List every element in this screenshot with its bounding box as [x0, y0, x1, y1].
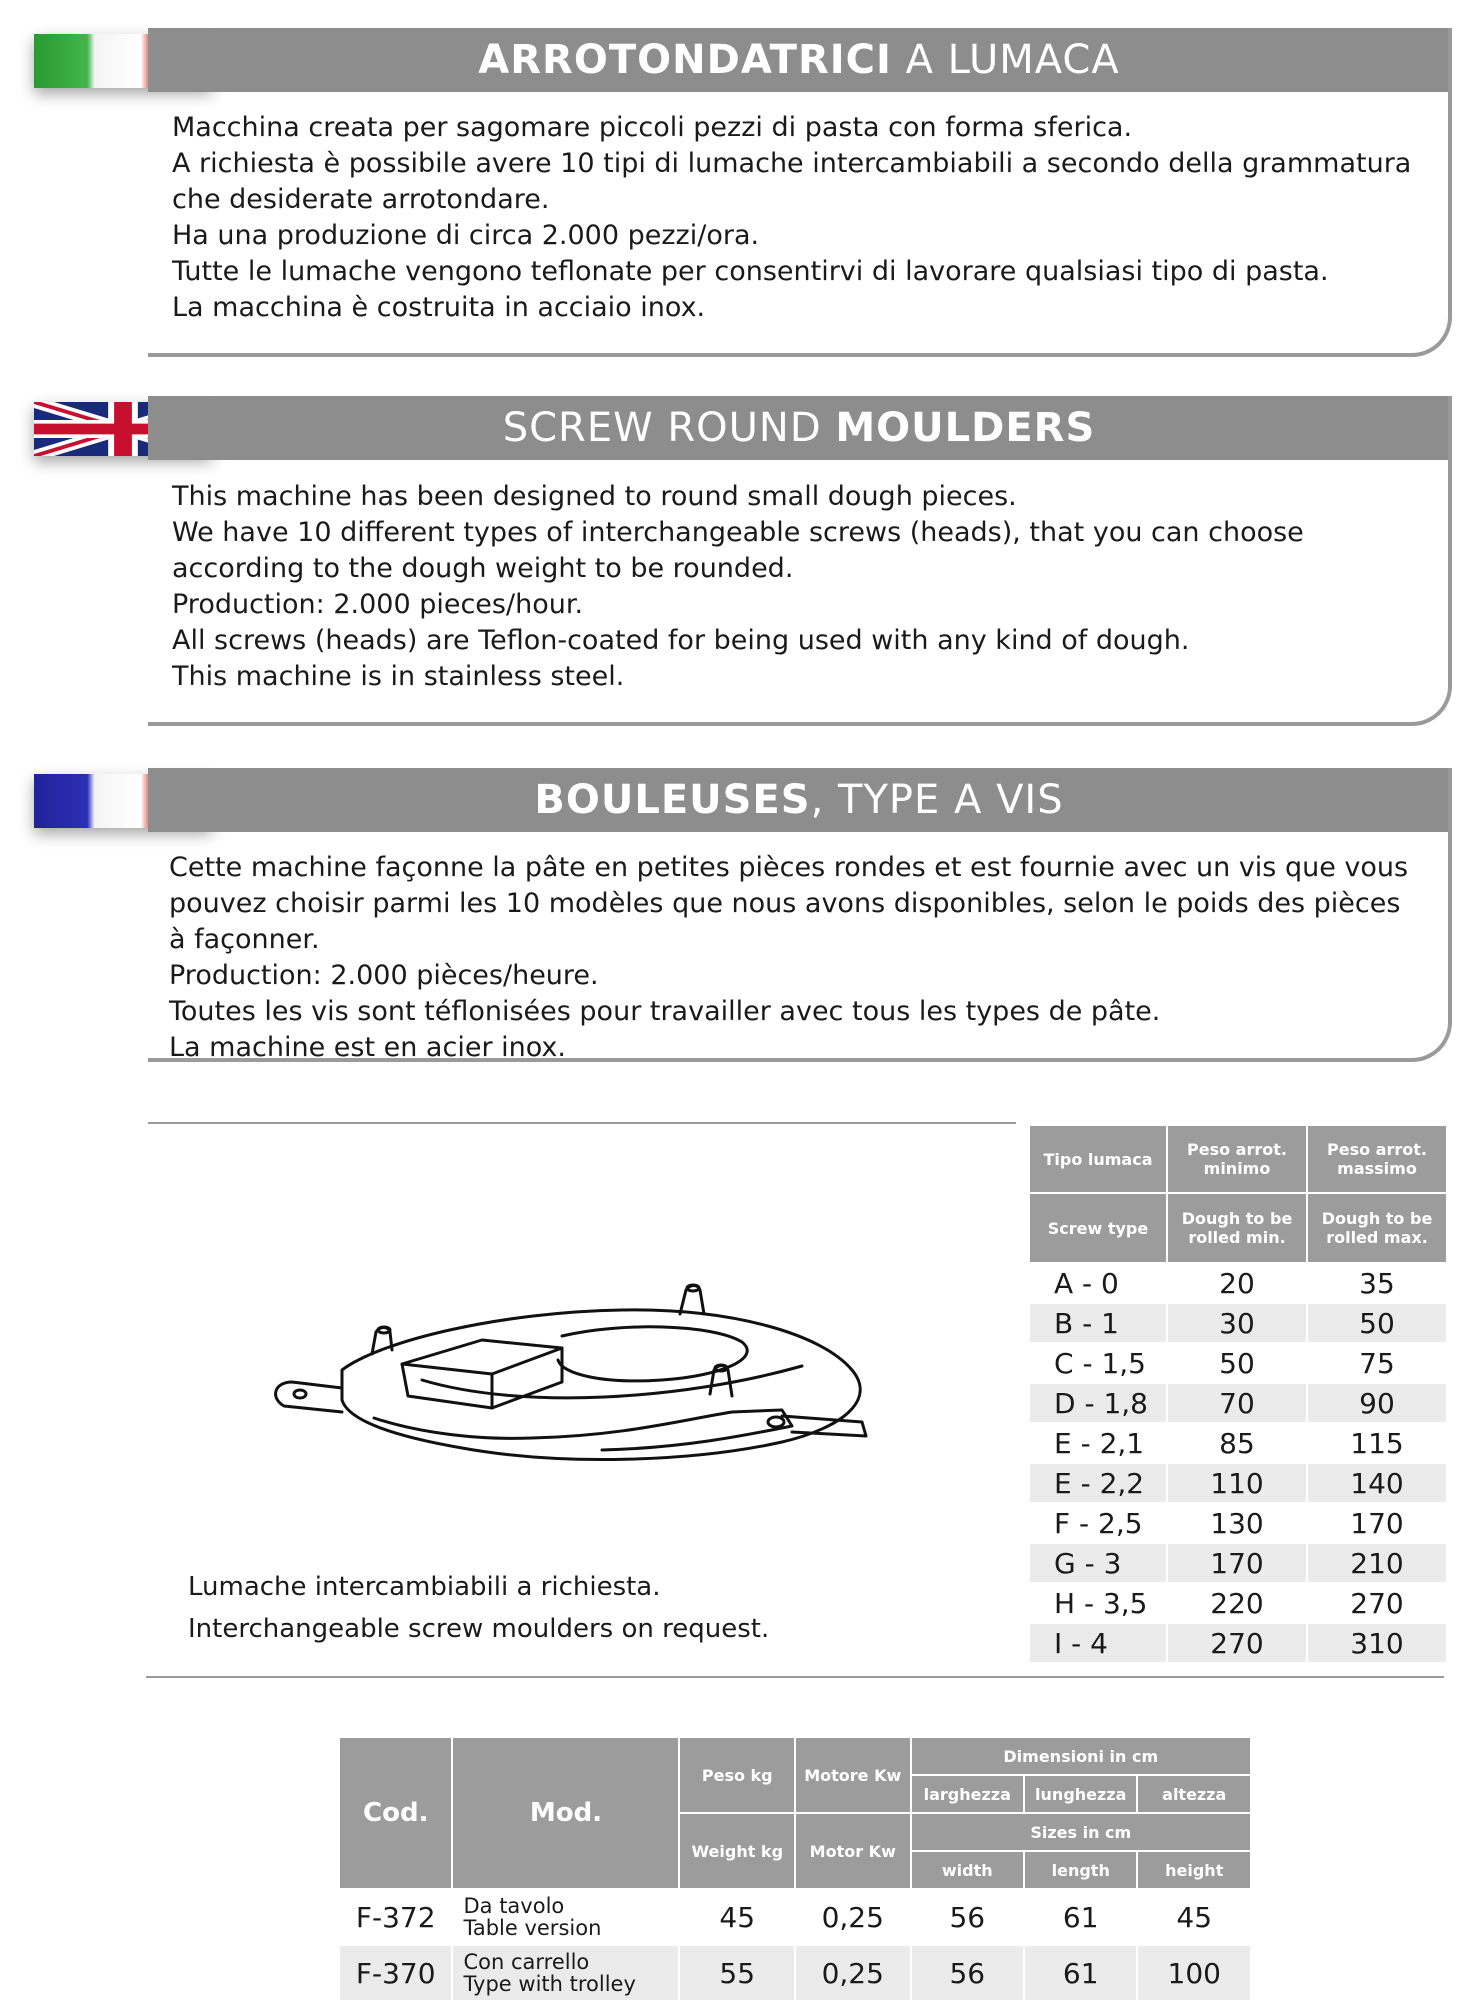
drawing-caption [188, 1566, 769, 1650]
cell: 20 [1219, 1266, 1255, 1300]
cell: 70 [1168, 1384, 1306, 1422]
text-line: Cette machine façonne la pâte en petites pièces rondes et est fournie avec un vis que vous pouvez choisir parmi les 10 modèles que nous avons disponibles, selon le poids des pièces à façonner. [169, 852, 1409, 955]
mod-cell: Con carrello Type with trolley [453, 1946, 678, 2000]
dimensions-header-en: Sizes in cm [912, 1814, 1250, 1850]
section-text-it [172, 110, 1422, 326]
table-row [340, 1946, 1250, 2000]
text-line: We have 10 different types of interchangeable screws (heads), that you can choose according to the dough weight to be rounded. [172, 517, 1304, 584]
cell: G - 3 [1030, 1544, 1166, 1582]
col-header: Dough to be rolled min. [1168, 1194, 1306, 1262]
length-cell: 61 [1025, 1946, 1136, 2000]
cell: 110 [1168, 1464, 1306, 1502]
cell: 90 [1308, 1384, 1446, 1422]
cell: 35 [1359, 1266, 1395, 1300]
cell: 30 [1168, 1304, 1306, 1342]
motor-cell: 0,25 [821, 1900, 884, 1934]
length-header-en: length [1025, 1852, 1136, 1888]
height-cell: 100 [1138, 1946, 1250, 2000]
caption-en: Interchangeable screw moulders on request. [188, 1614, 770, 1644]
table-row [1030, 1584, 1446, 1622]
width-cell: 56 [912, 1946, 1023, 2000]
cod-cell: F-372 [355, 1900, 436, 1934]
table-row [1030, 1504, 1446, 1542]
cell: 115 [1350, 1426, 1404, 1460]
length-cell: 61 [1062, 1900, 1099, 1934]
col-header: Peso arrot. minimo [1168, 1126, 1306, 1192]
table-row [1030, 1384, 1446, 1422]
weight-header-en: Weight kg [680, 1814, 794, 1888]
width-header-en: width [912, 1852, 1023, 1888]
text-line: All screws (heads) are Teflon-coated for being used with any kind of dough. [172, 625, 1190, 656]
text-line: La macchina è costruita in acciaio inox. [172, 292, 706, 323]
text-line: Tutte le lumache vengono teflonate per consentirvi di lavorare qualsiasi tipo di pasta. [172, 256, 1329, 287]
section-header-fr: BOULEUSES, TYPE A VIS [148, 768, 1450, 832]
text-line: Production: 2.000 pieces/hour. [172, 589, 584, 620]
height-cell: 45 [1176, 1900, 1213, 1934]
table-header-row [1030, 1194, 1446, 1262]
table-row [1030, 1544, 1446, 1582]
cell: B - 1 [1030, 1304, 1166, 1342]
cell: 270 [1350, 1586, 1404, 1620]
cell: 170 [1168, 1544, 1306, 1582]
mod-cell: Da tavolo Table version [463, 1894, 602, 1940]
cell: E - 2,2 [1030, 1464, 1166, 1502]
col-header: Dough to be rolled max. [1308, 1194, 1446, 1262]
motor-header-en: Motor Kw [796, 1814, 910, 1888]
cell: 130 [1210, 1506, 1264, 1540]
table-header-row [1030, 1126, 1446, 1192]
text-line: Ha una produzione di circa 2.000 pezzi/ora. [172, 220, 760, 251]
cell: 170 [1350, 1506, 1404, 1540]
table-row [1030, 1264, 1446, 1302]
screw-moulder-drawing [262, 1270, 882, 1490]
cell: C - 1,5 [1054, 1346, 1146, 1380]
table-header-row [340, 1738, 1250, 1774]
width-header-it: larghezza [912, 1776, 1023, 1812]
length-header-it: lunghezza [1025, 1776, 1136, 1812]
table-row [1030, 1464, 1446, 1502]
text-line: Macchina creata per sagomare piccoli pezzi di pasta con forma sferica. [172, 112, 1133, 143]
cell: D - 1,8 [1030, 1384, 1166, 1422]
mod-header: Mod. [453, 1738, 678, 1888]
table-row [1030, 1344, 1446, 1382]
cell: 270 [1168, 1624, 1306, 1662]
cell: 210 [1308, 1544, 1446, 1582]
cell: E - 2,1 [1054, 1426, 1145, 1460]
table-row [1030, 1624, 1446, 1662]
cell: 75 [1359, 1346, 1395, 1380]
section-header-it: ARROTONDATRICI A LUMACA [148, 28, 1450, 92]
section-text-en [172, 479, 1422, 695]
col-header: Screw type [1030, 1194, 1166, 1262]
cell: 50 [1219, 1346, 1255, 1380]
section-header-en: SCREW ROUND MOULDERS [148, 396, 1450, 460]
height-header-en: height [1138, 1852, 1250, 1888]
weight-cell: 45 [719, 1900, 756, 1934]
cod-header: Cod. [340, 1738, 451, 1888]
text-line: La machine est en acier inox. [169, 1032, 566, 1063]
motor-header-it: Motore Kw [796, 1738, 910, 1812]
dimensions-header-it: Dimensioni in cm [912, 1738, 1250, 1774]
table-row [1030, 1304, 1446, 1342]
text-line: Production: 2.000 pièces/heure. [169, 960, 599, 991]
weight-header-it: Peso kg [680, 1738, 794, 1812]
text-line: This machine is in stainless steel. [172, 661, 625, 692]
cell: 140 [1308, 1464, 1446, 1502]
cell: F - 2,5 [1054, 1506, 1143, 1540]
motor-cell: 0,25 [796, 1946, 910, 2000]
weight-cell: 55 [680, 1946, 794, 2000]
width-cell: 56 [949, 1900, 986, 1934]
cell: 220 [1210, 1586, 1264, 1620]
divider-line [146, 1676, 1444, 1678]
cell: 310 [1308, 1624, 1446, 1662]
caption-it: Lumache intercambiabili a richiesta. [188, 1572, 661, 1602]
text-line: Toutes les vis sont téflonisées pour travailler avec tous les types de pâte. [169, 996, 1161, 1027]
cell: I - 4 [1030, 1624, 1166, 1662]
screw-type-table [1028, 1124, 1448, 1664]
cod-cell: F-370 [340, 1946, 451, 2000]
table-row [340, 1890, 1250, 1944]
col-header: Tipo lumaca [1030, 1126, 1166, 1192]
table-row [1030, 1424, 1446, 1462]
cell: A - 0 [1054, 1266, 1119, 1300]
height-header-it: altezza [1138, 1776, 1250, 1812]
product-specs-table [338, 1736, 1252, 2002]
col-header: Peso arrot. massimo [1308, 1126, 1446, 1192]
divider-line [148, 1122, 1016, 1124]
cell: H - 3,5 [1054, 1586, 1148, 1620]
text-line: A richiesta è possibile avere 10 tipi di lumache intercambiabili a secondo della grammatura che desiderate arrotondare. [172, 148, 1412, 215]
section-text-fr [169, 850, 1419, 1066]
cell: 50 [1308, 1304, 1446, 1342]
text-line: This machine has been designed to round small dough pieces. [172, 481, 1017, 512]
cell: 85 [1219, 1426, 1255, 1460]
